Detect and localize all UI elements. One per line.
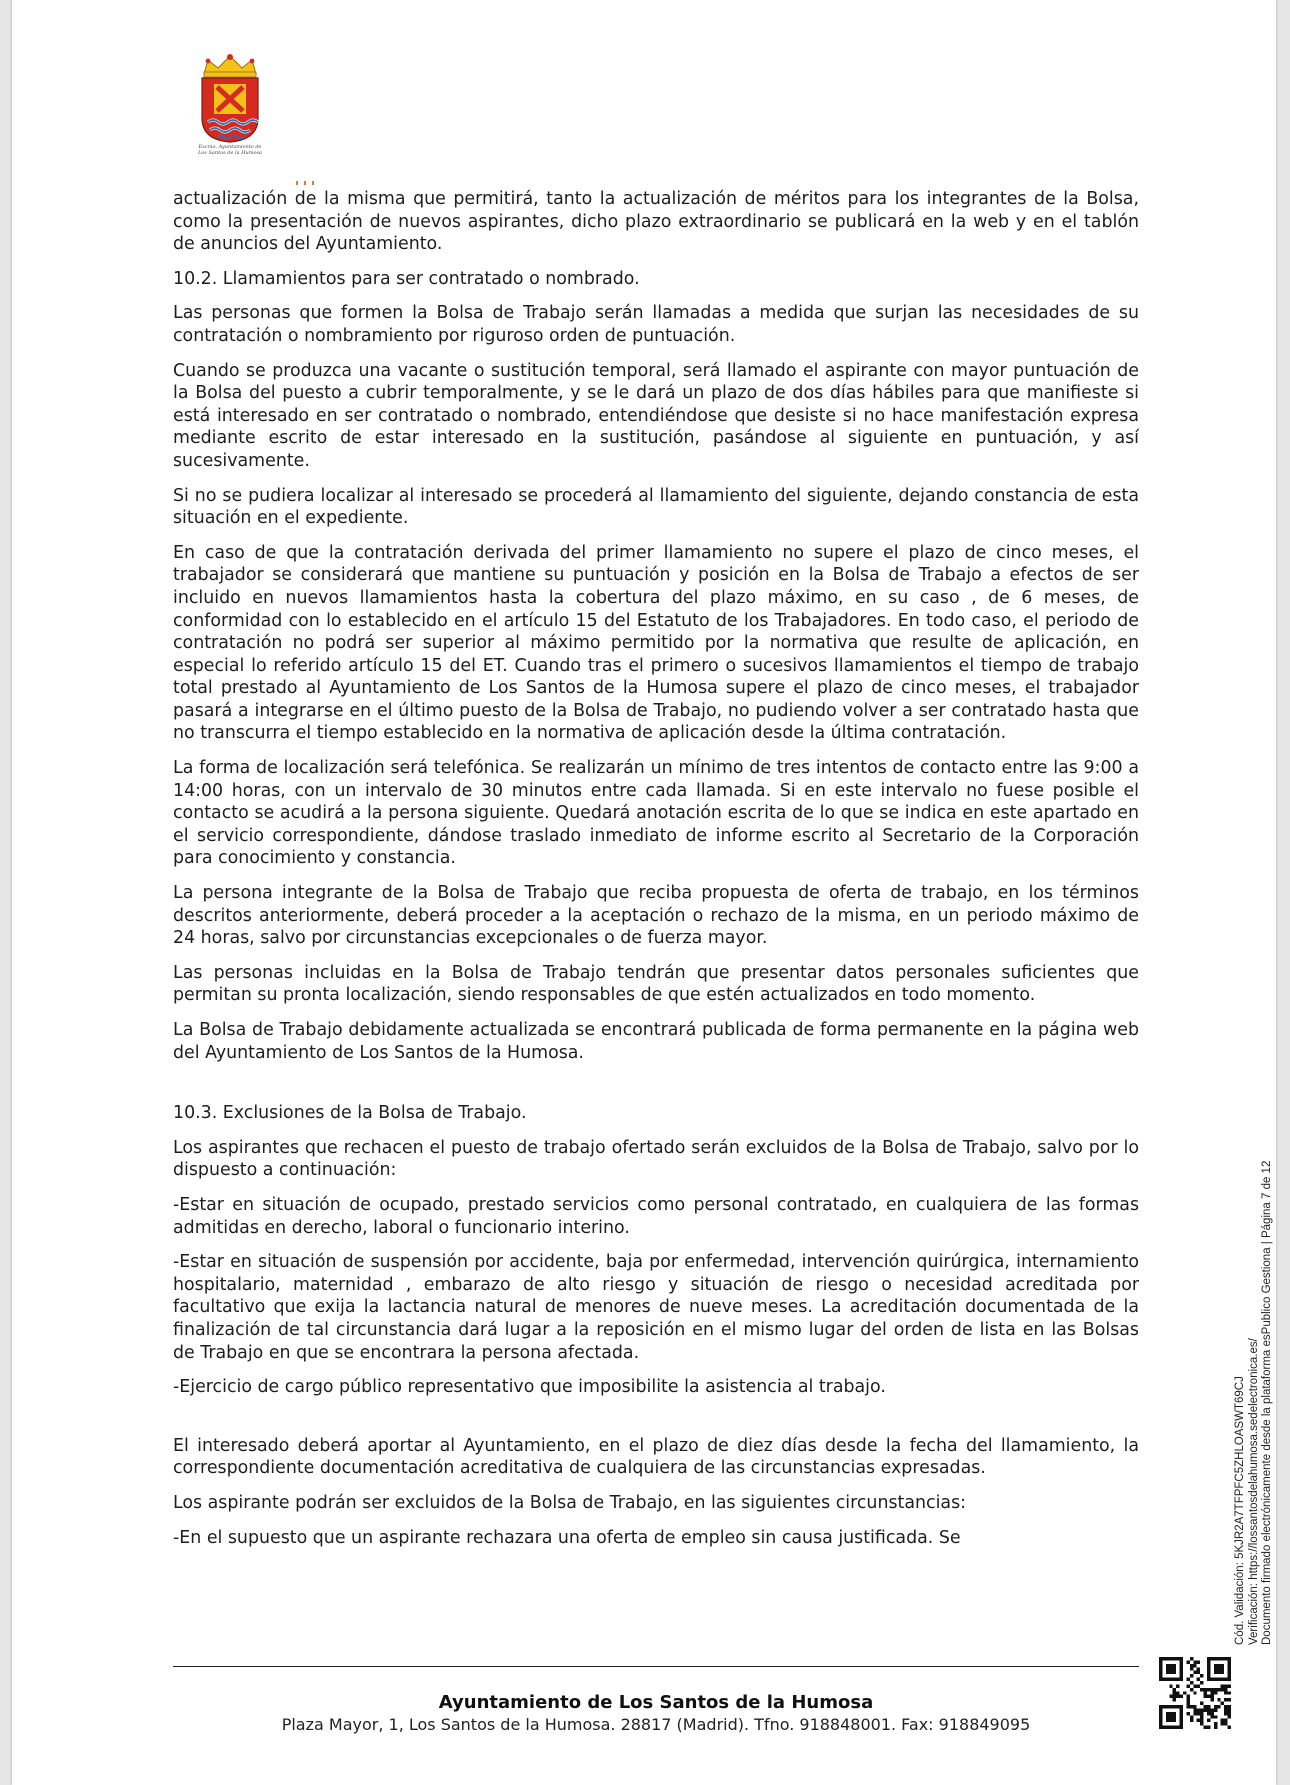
document-body	[173, 188, 1139, 1561]
section-heading-10-3: 10.3. Exclusiones de la Bolsa de Trabajo.	[173, 1103, 527, 1124]
paragraph: Si no se pudiera localizar al interesado se procederá al llamamiento del siguiente, dejando constancia de esta situación en el expediente.	[173, 485, 1139, 529]
orange-marks	[296, 170, 324, 174]
list-item: -Estar en situación de ocupado, prestado servicios como personal contratado, en cualquiera de las formas admitidas en derecho, laboral o funcionario interino.	[173, 1194, 1139, 1238]
verification-url: Verificación: https://lossantosdelahumosa.sedelectronica.es/	[1247, 1338, 1260, 1645]
signature-note: Documento firmado electrónicamente desde la plataforma esPublico Gestiona | Página 7 de 12	[1261, 1160, 1273, 1645]
footer-address: Plaza Mayor, 1, Los Santos de la Humosa. 28817 (Madrid). Tfno. 918848001. Fax: 918849095	[281, 1715, 1031, 1734]
paragraph: La forma de localización será telefónica. Se realizarán un mínimo de tres intentos de contacto entre las 9:00 a 14:00 horas, con un intervalo de 30 minutos entre cada llamada. Si en este intervalo no fuese posible el contacto se acudirá a la persona siguiente. Quedará anotación escrita de lo que se indica en este apartado en el servicio correspondiente, dándose traslado inmediato de informe escrito al Secretario de la Corporación para conocimiento y constancia.	[173, 758, 1139, 869]
footer-divider	[173, 1666, 1139, 1667]
seal-caption-line1: Excmo. Ayuntamiento de	[198, 144, 262, 150]
paragraph: Las personas incluidas en la Bolsa de Trabajo tendrán que presentar datos personales suficientes que permitan su pronta localización, siendo responsables de que estén actualizados en todo momento.	[173, 962, 1139, 1006]
paragraph: La Bolsa de Trabajo debidamente actualizada se encontrará publicada de forma permanente en la página web del Ayuntamiento de Los Santos de la Humosa.	[173, 1020, 1139, 1063]
footer-organization-name: Ayuntamiento de Los Santos de la Humosa	[438, 1692, 874, 1713]
list-item: -Estar en situación de suspensión por accidente, baja por enfermedad, intervención quirúrgica, internamiento hospitalario, maternidad , embarazo de alto riesgo y situación de riesgo o necesidad acreditada por facultativo que exija la lactancia natural de menores de nueve meses. La acreditación documentada de la finalización de tal circunstancia dará lugar a la reposición en el mismo lugar del orden de lista en las Bolsas de Trabajo en que se encontrara la persona afectada.	[173, 1252, 1139, 1363]
paragraph: Los aspirante podrán ser excluidos de la Bolsa de Trabajo, en las siguientes circunstancias:	[173, 1492, 967, 1513]
paragraph: Los aspirantes que rechacen el puesto de trabajo ofertado serán excluidos de la Bolsa de Trabajo, salvo por lo dispuesto a continuación:	[173, 1137, 1139, 1181]
paragraph: Las personas que formen la Bolsa de Trabajo serán llamadas a medida que surjan las necesidades de su contratación o nombramiento por riguroso orden de puntuación.	[173, 303, 1139, 346]
paragraph: El interesado deberá aportar al Ayuntamiento, en el plazo de diez días desde la fecha del llamamiento, la correspondiente documentación acreditativa de cualquiera de las circunstancias expresadas.	[173, 1435, 1139, 1479]
verification-stamp	[1234, 1161, 1275, 1645]
section-heading-10-2: 10.2. Llamamientos para ser contratado o nombrado.	[173, 268, 640, 289]
seal-caption-line2: Los Santos de la Humosa	[197, 150, 263, 156]
paragraph: Cuando se produzca una vacante o sustitución temporal, será llamado el aspirante con mayor puntuación de la Bolsa del puesto a cubrir temporalmente, y se le dará un plazo de dos días hábiles para que manifieste si está interesado en ser contratado o nombrado, entendiéndose que desiste si no hace manifestación expresa mediante escrito de estar interesado en la sustitución, pasándose al siguiente en puntuación, y así sucesivamente.	[173, 360, 1139, 471]
validation-code: Cód. Validación: 5KJR2A7TFPFC5ZHLOASWT69CJ	[1234, 1376, 1246, 1645]
paragraph: actualización de la misma que permitirá, tanto la actualización de méritos para los integrantes de la Bolsa, como la presentación de nuevos aspirantes, dicho plazo extraordinario se publicará en la web y en el tablón de anuncios del Ayuntamiento.	[173, 189, 1139, 255]
list-item: -En el supuesto que un aspirante rechazara una oferta de empleo sin causa justificada. Se	[173, 1527, 961, 1548]
paragraph: La persona integrante de la Bolsa de Trabajo que reciba propuesta de oferta de trabajo, en los términos descritos anteriormente, deberá proceder a la aceptación o rechazo de la misma, en un periodo máximo de 24 horas, salvo por circunstancias excepcionales o de fuerza mayor.	[173, 883, 1139, 949]
list-item: -Ejercicio de cargo público representativo que imposibilite la asistencia al trabajo.	[173, 1377, 886, 1398]
paragraph: En caso de que la contratación derivada del primer llamamiento no supere el plazo de cinco meses, el trabajador se considerará que mantiene su puntuación y posición en la Bolsa de Trabajo a efectos de ser incluido en nuevos llamamientos hasta la cobertura del plazo máximo, en su caso , de 6 meses, de conformidad con lo establecido en el artículo 15 del Estatuto de los Trabajadores. En todo caso, el periodo de contratación no podrá ser superior al máximo permitido por la normativa que resulte de aplicación, en especial lo referido artículo 15 del ET. Cuando tras el primero o sucesivos llamamientos el tiempo de trabajo total prestado al Ayuntamiento de Los Santos de la Humosa supere el plazo de cinco meses, el trabajador pasará a integrarse en el último puesto de la Bolsa de Trabajo, no pudiendo volver a ser contratado hasta que no transcurra el tiempo establecido en la normativa de aplicación desde la última contratación.	[173, 542, 1139, 744]
qr-code-icon	[1159, 1657, 1231, 1729]
document-page	[12, 0, 1276, 1785]
municipal-coat-of-arms	[190, 52, 270, 156]
